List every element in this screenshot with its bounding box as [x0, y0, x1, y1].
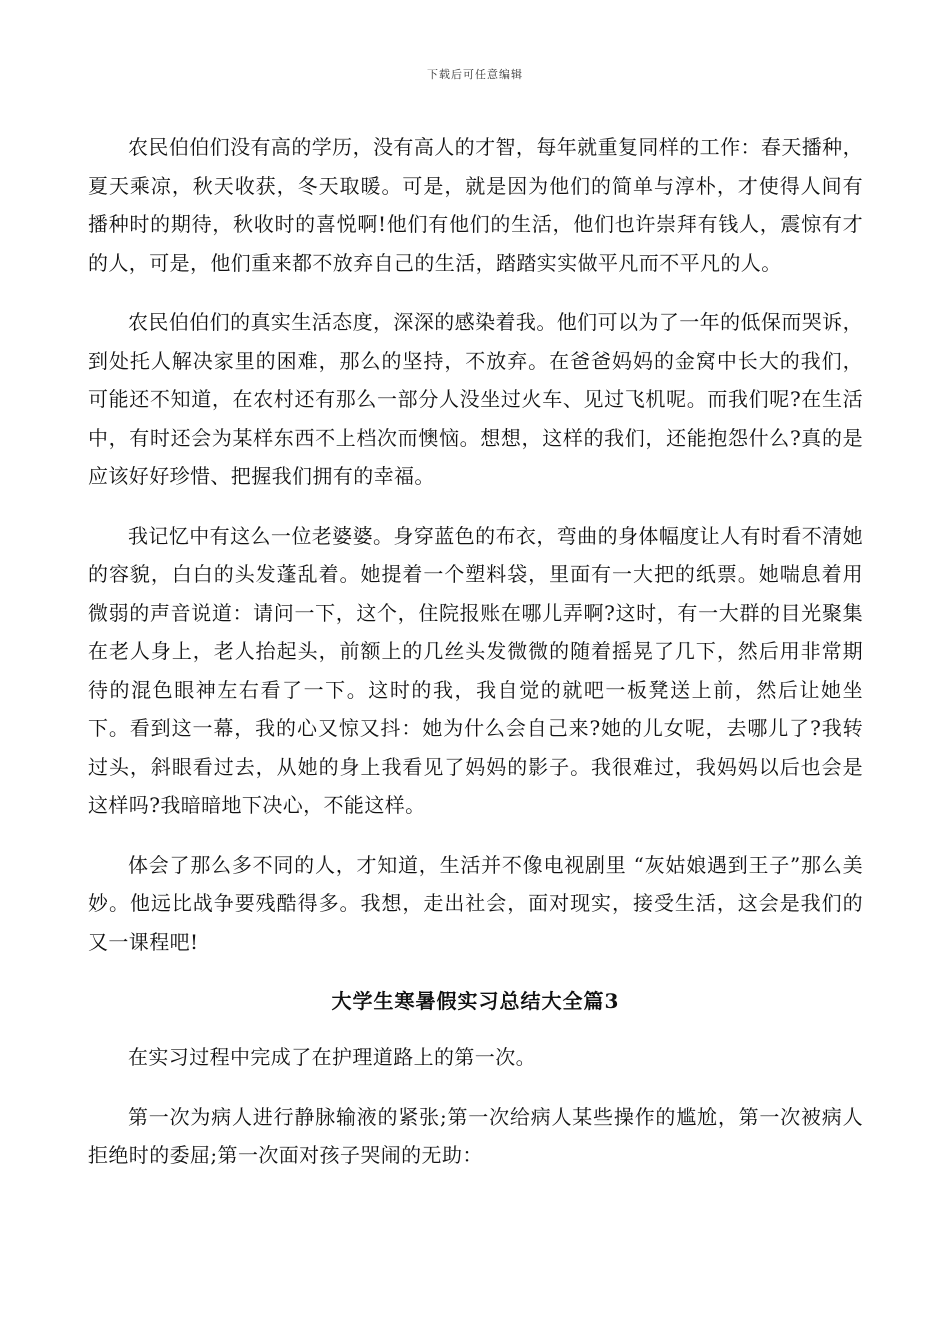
paragraph-internship-intro: 在实习过程中完成了在护理道路上的第一次。 — [128, 1045, 536, 1069]
paragraph-farmers-life: 农民伯伯们没有高的学历，没有高人的才智，每年就重复同样的工作：春天播种，夏天乘凉，秋天收获，冬天取暖。可是，就是因为他们的简单与淳朴，才使得人间有播种时的期待，秋收时的喜悦啊!他们有他们的生活，他们也许崇拜有钱人，震惊有才的人，可是，他们重来都不放弃自己的生活，踏踏实实做平凡而不平凡的人。 — [88, 135, 863, 275]
paragraph-old-woman: 我记忆中有这么一位老婆婆。身穿蓝色的布衣，弯曲的身体幅度让人有时看不清她的容貌，白白的头发蓬乱着。她提着一个塑料袋，里面有一大把的纸票。她喘息着用微弱的声音说道：请问一下，这个，住院报账在哪儿弄啊?这时，有一大群的目光聚集在老人身上，老人抬起头，前额上的几丝头发微微的随着摇晃了几下，然后用非常期待的混色眼神左右看了一下。这时的我，我自觉的就吧一板凳送上前，然后让她坐下。看到这一幕，我的心又惊又抖：她为什么会自己来?她的儿女呢，去哪儿了?我转过头，斜眼看过去，从她的身上我看见了妈妈的影子。我很难过，我妈妈以后也会是这样吗?我暗暗地下决心，不能这样。 — [88, 523, 863, 817]
header-note: 下载后可任意编辑 — [427, 68, 523, 81]
paragraph-reflection: 体会了那么多不同的人，才知道，生活并不像电视剧里 “灰姑娘遇到王子”那么美妙。他远比战争要残酷得多。我想，走出社会，面对现实，接受生活，这会是我们的又一课程吧! — [88, 852, 863, 954]
document-body — [88, 128, 863, 1196]
paragraph-internship-firsts: 第一次为病人进行静脉输液的紧张;第一次给病人某些操作的尴尬，第一次被病人拒绝时的委屈;第一次面对孩子哭闹的无助： — [88, 1104, 863, 1167]
section-title: 大学生寒暑假实习总结大全篇3 — [331, 989, 620, 1013]
paragraph-farmers-attitude: 农民伯伯们的真实生活态度，深深的感染着我。他们可以为了一年的低保而哭诉，到处托人解决家里的困难，那么的坚持，不放弃。在爸爸妈妈的金窝中长大的我们，可能还不知道，在农村还有那么一部分人没坐过火车、见过飞机呢。而我们呢?在生活中，有时还会为某样东西不上档次而懊恼。想想，这样的我们，还能抱怨什么?真的是应该好好珍惜、把握我们拥有的幸福。 — [88, 310, 863, 488]
